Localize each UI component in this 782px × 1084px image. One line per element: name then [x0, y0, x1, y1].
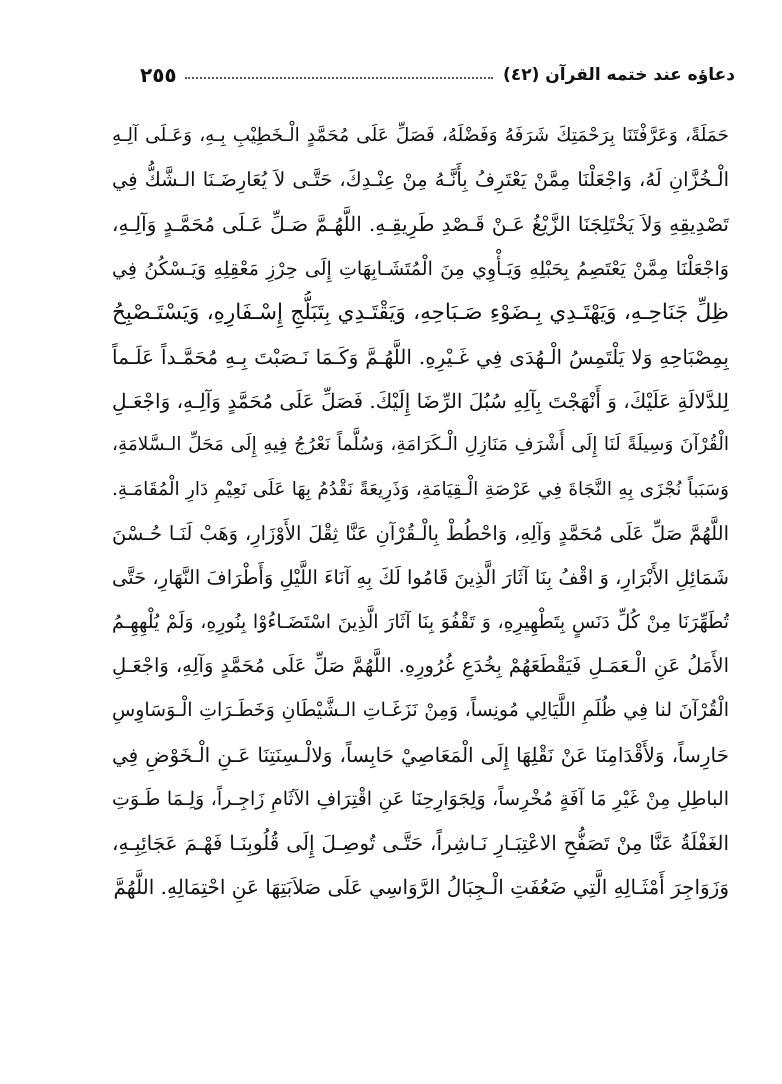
text-line: تَصْدِيقِهِ وَلاَ يَخْتَلِجَنَا الزَّيْغُ عَـنْ قَـصْدِ طَرِيقِـهِ. اللَّهُـمَّ صَـلِّ عَـلَى مُحَمَّـدٍ وَآلِـهِ، — [112, 212, 729, 237]
text-line: الباطِلِ مِنْ غَيْرِ مَا آفَةٍ مُخْرِساً، وَلِجَوَارِحِنَا عَنِ اقْتِرَافِ الآثَامِ زَاجِـراً، وَلِـمَا طَـوَتِ — [112, 787, 729, 810]
text-line: تُطَهِّرَنَا مِنْ كُلِّ دَنَسٍ بِتَطْهِيرِهِ، وَ تَقْفُوَ بِنَا آثَارَ الَّذِينَ اسْتَضَـاءُوْا بِنُورِهِ، وَلَمْ يُلْهِهِـمُ — [112, 611, 729, 634]
text-line: وَسَبَباً نُجْزَى بِهِ النَّجَاةَ فِي عَرْصَةِ الْـقِيَامَةِ، وَذَرِيعَةً نَقْدُمُ بِهَا عَلَى نَعِيْمِ دَارِ الْمُقَامَـةِ. — [112, 478, 729, 500]
text-line: الأَمَلُ عَنِ الْـعَمَـلِ فَيَقْطَعَهُمْ بِخُدَعِ غُرُورِهِ. اللَّهُمَّ صَلِّ عَلَى مُحَمَّدٍ وَآلِهِ، وَاجْعَـلِ — [112, 654, 729, 678]
text-line: الغَفْلَةُ عَنَّا مِنْ تَصَفُّحِ الاعْتِبَـارِ نَـاشِراً، حَتَّـى تُوصِـلَ إِلَى قُلُوبِنَـا فَهْـمَ عَجَائِبِـهِ، — [112, 831, 729, 855]
text-line: حَارِساً، وَلأَقْدَامِنَا عَنْ نَقْلِهَا إِلَى الْمَعَاصِيْ حَابِساً، وَلالْـسِنَتِنَا عَـنِ الْـخَوْضِ فِي — [112, 742, 729, 767]
text-line: اللَّهُمَّ صَلِّ عَلَى مُحَمَّدٍ وَآلِهِ، وَاحْطُطْ بِالْـقُرْآنِ عَنَّا ثِقْلَ الأَوْزَارِ، وَهَبْ لَنَـا حُـسْنَ — [112, 521, 729, 545]
text-line: ظِلِّ جَنَاحِـهِ، وَيَهْتَـدِي بِـضَوْءِ صَـبَاحِهِ، وَيَقْتَـدِي بِتَبَلُّجِ إِسْـفَارِهِ، وَيَسْتَـصْبِحُ — [112, 299, 729, 325]
running-header — [140, 58, 735, 92]
supplication-text — [112, 114, 729, 909]
chapter-title: دعاؤه عند ختمه القرآن (٤٢) — [503, 65, 735, 85]
text-line: الْقُرْآنَ وَسِيلَةً لَنَا إِلَى أَشْرَفِ مَنَازِلِ الْـكَرَامَةِ، وَسُلَّماً نَعْرُجُ فِيهِ إِلَى مَحَلِّ الـسَّلامَةِ، — [112, 434, 729, 456]
page-number: ٢٥٥ — [140, 63, 177, 87]
text-line: الْقُرْآنَ لنا فِي ظُلَمِ اللَّيَالِي مُونِساً، وَمِنْ نَزَغَـاتِ الـشَّيْطَانِ وَخَطَـرَاتِ الْـوَسَاوِسِ — [112, 699, 729, 722]
text-line: الْـخُزَّانِ لَهُ، وَاجْعَلْنَا مِمَّنْ يَعْتَرِفُ بِأَنَّـهُ مِنْ عِنْـدِكَ، حَتَّـى لاَ يُعَارِضَـنَا الـشَّكُّ فِي — [112, 168, 729, 192]
text-line: وَزَوَاجِرَ أَمْثَـالِهِ الَّتِي ضَعُفَتِ الْـجِبَالُ الرَّوَاسِي عَلَى صَلاَبَتِهَا عَنِ احْتِمَالِهِ. اللَّهُمَّ — [113, 875, 729, 900]
text-line: لِلدَّلالَةِ عَلَيْكَ، وَ أَنْهَجْتَ بِآلِهِ سُبُلَ الرِّضَا إِلَيْكَ. فَصَلِّ عَلَى مُحَمَّدٍ وَآلِـهِ، وَاجْعَـلِ — [112, 389, 729, 414]
text-line: وَاجْعَلْنَا مِمَّنْ يَعْتَصِمُ بِحَبْلِهِ وَيَـأْوِي مِنَ الْمُتَشَـابِهَاتِ إِلَى حِرْزِ مَعْقِلِهِ وَيَـسْكُنُ فِي — [112, 257, 729, 280]
dotted-leader — [185, 77, 493, 79]
text-line: بِمِصْبَاحِهِ وَلا يَلْتَمِسُ الْـهُدَى فِي غَـيْرِهِ. اللَّهُـمَّ وَكَـمَا نَـصَبْتَ بِـهِ مُحَمَّـداً عَلَـماً — [112, 344, 729, 369]
text-line: شَمَائِلِ الأَبْرَارِ، وَ اقْفُ بِنَا آثَارَ الَّذِينَ قَامُوا لَكَ بِهِ آنَاءَ اللَّيْلِ وَأَطْرَافَ النَّهَارِ، حَتَّى — [112, 565, 729, 589]
text-line: حَمَلَةً، وَعَرَّفْتَنَا بِرَحْمَتِكَ شَرَفَهُ وَفَضْلَهُ، فَصَلِّ عَلَى مُحَمَّدٍ الْـخَطِيْبِ بِـهِ، وَعَـلَى آلِـهِ — [112, 125, 729, 146]
